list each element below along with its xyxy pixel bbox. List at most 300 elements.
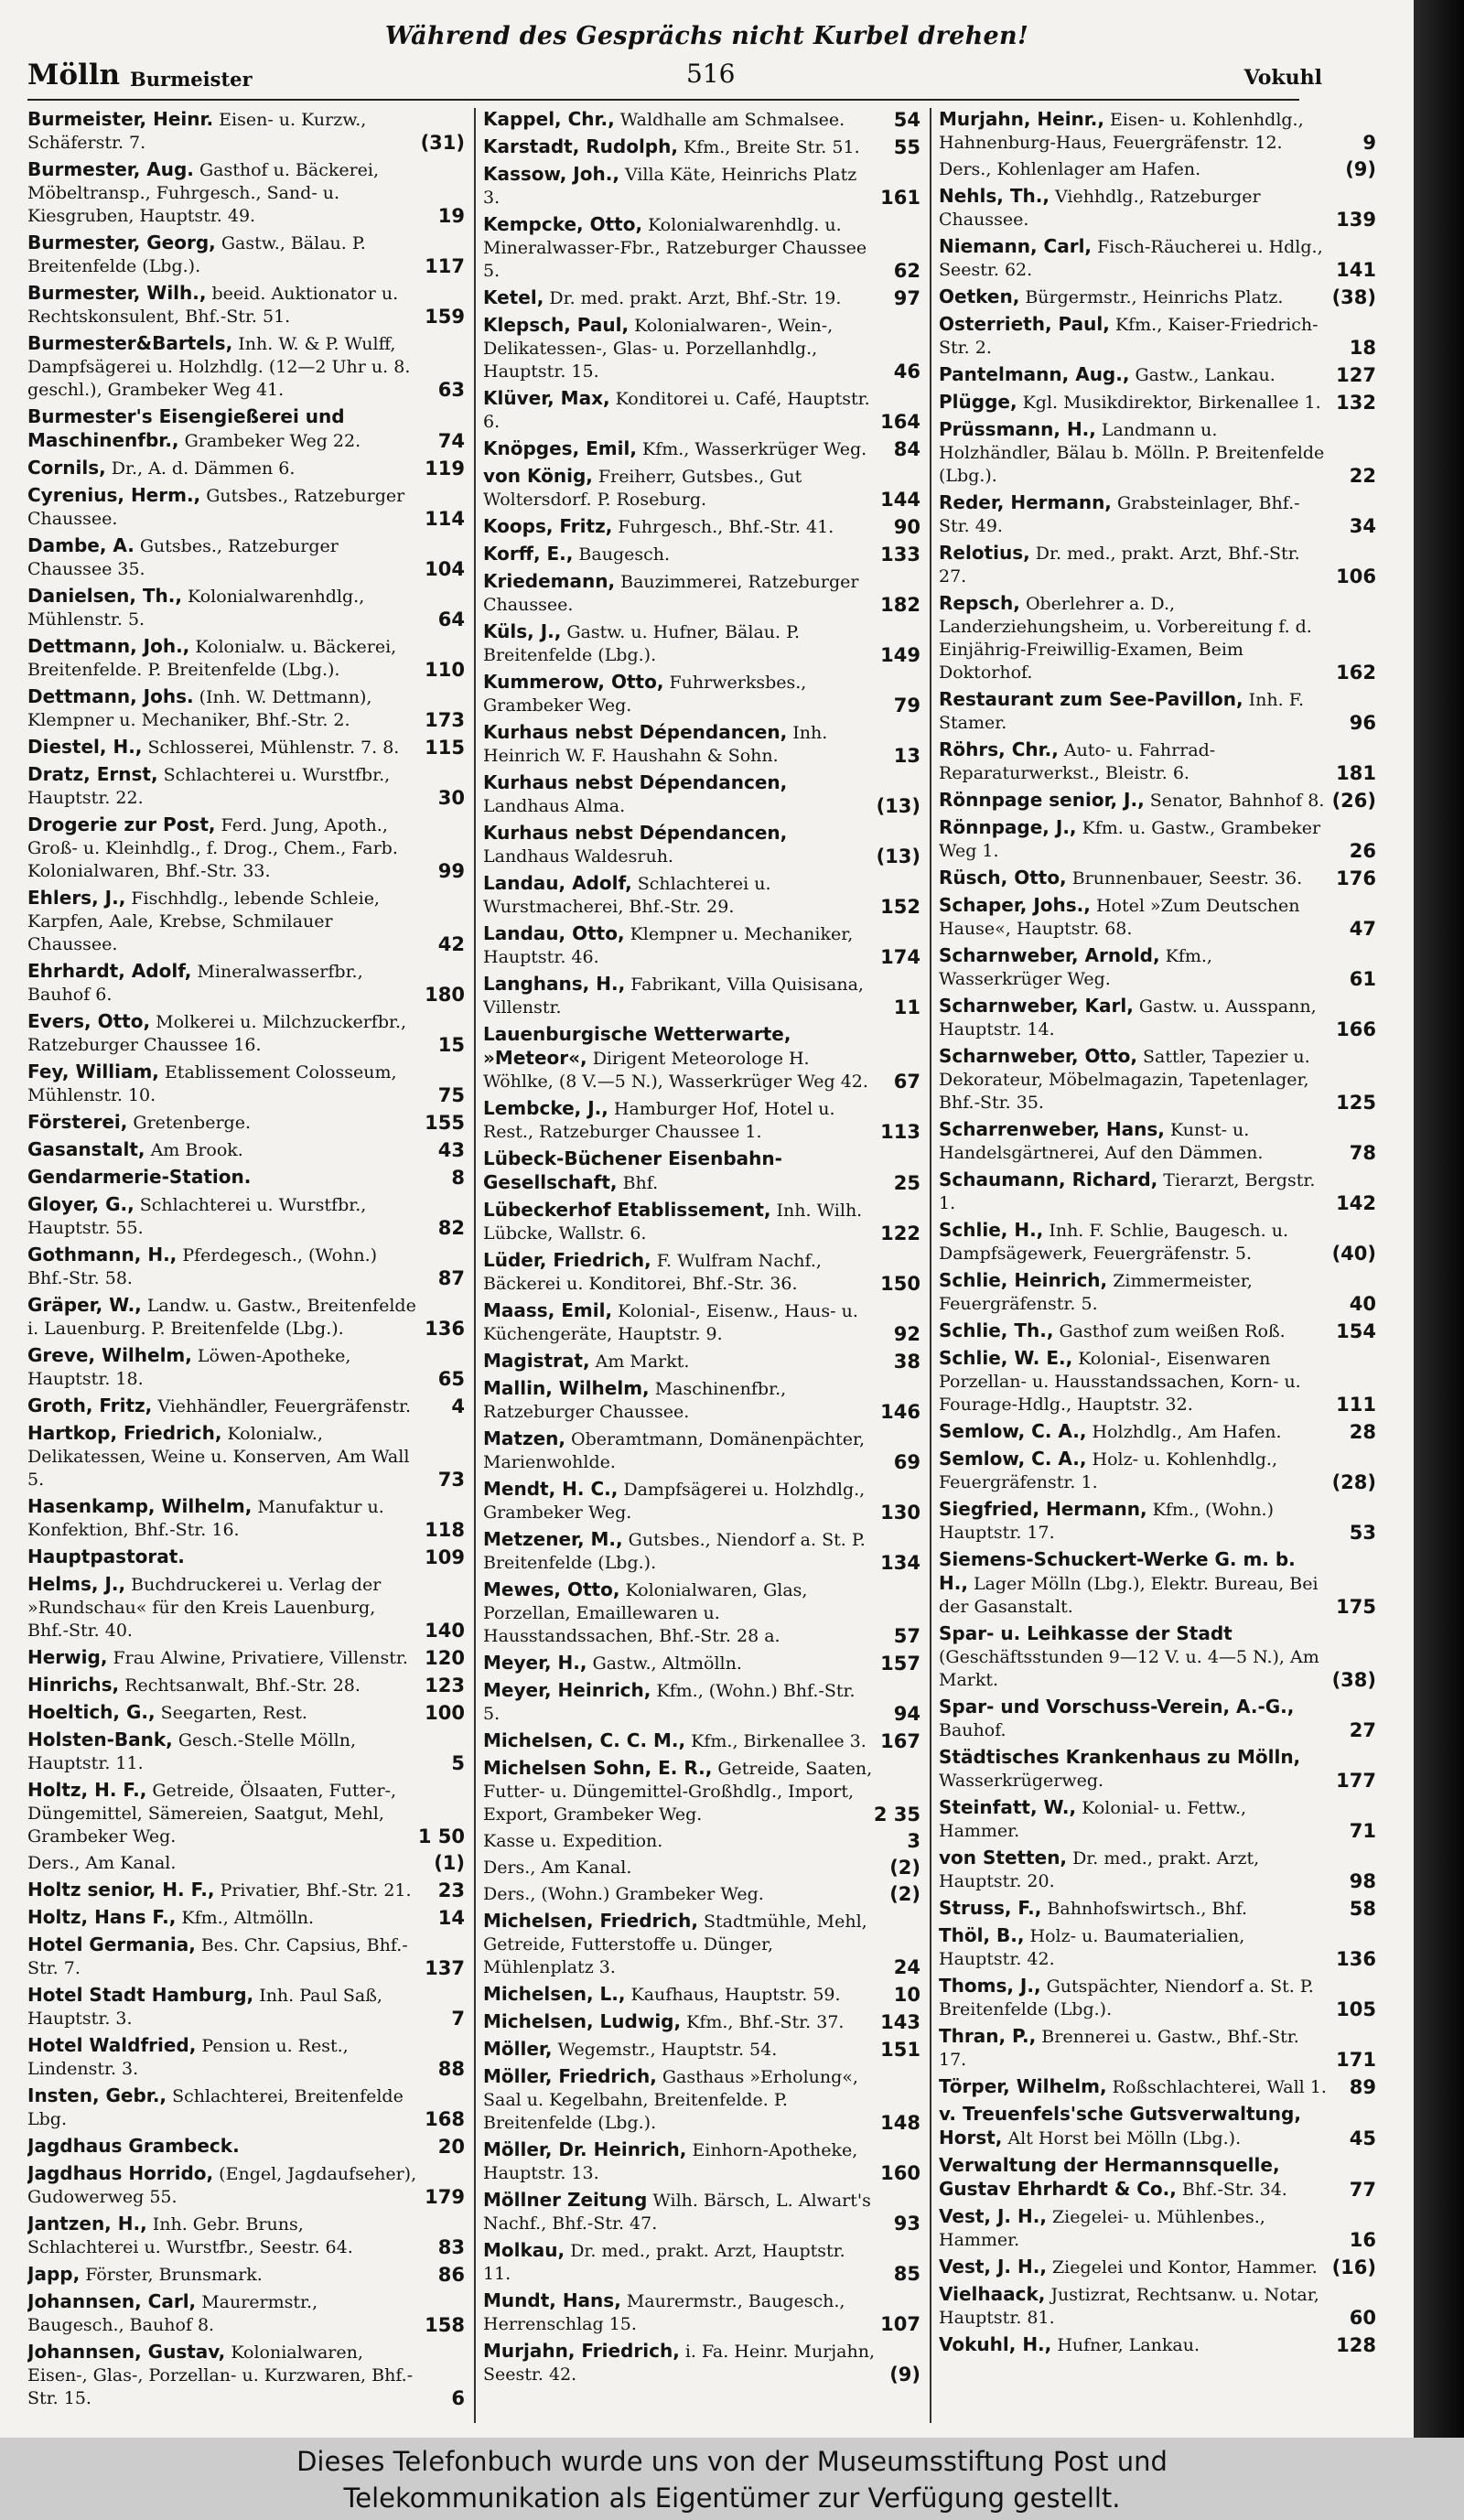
entry-detail: Inh. Wilh. Lübcke, Wallstr. 6.	[483, 1201, 863, 1244]
entry-detail: Dr. med., prakt. Arzt, Bhf.-Str. 27.	[939, 544, 1300, 587]
entry-phone-number: 136	[1332, 1948, 1376, 1971]
entry-detail: Inh. W. & P. Wulff, Dampfsägerei u. Holzhdlg. (12—2 Uhr u. 8. geschl.), Grambeker Weg 41.	[27, 334, 411, 400]
entry-phone-number: 182	[877, 594, 920, 617]
column-2	[483, 108, 920, 2423]
entry-detail: Stadtmühle, Mehl, Getreide, Futterstoffe u. Dünger, Mühlenplatz 3.	[483, 1912, 867, 1977]
entry-name: Pantelmann, Aug.,	[939, 363, 1130, 385]
directory-entry	[27, 1495, 465, 1542]
entry-name: Ehlers, J.,	[27, 887, 126, 909]
entry-name: Spar- u. Leihkasse der Stadt	[939, 1622, 1233, 1644]
entry-name: Insten, Gebr.,	[27, 2084, 167, 2106]
entry-detail: Holzhdlg., Am Hafen.	[1092, 1422, 1282, 1442]
entry-detail: Alt Horst bei Mölln (Lbg.).	[1007, 2128, 1242, 2148]
directory-entry	[939, 1796, 1376, 1843]
directory-entry	[483, 2065, 920, 2135]
directory-entry	[939, 1897, 1376, 1921]
entry-detail: Brennerei u. Gastw., Bhf.-Str. 17.	[939, 2027, 1299, 2070]
directory-entry	[939, 1847, 1376, 1893]
entry-name: Dambe, A.	[27, 534, 135, 556]
entry-detail: Einhorn-Apotheke, Hauptstr. 13.	[483, 2140, 858, 2183]
entry-phone-number: 45	[1346, 2127, 1376, 2150]
entry-phone-number: 180	[421, 984, 465, 1007]
directory-entry	[483, 543, 920, 566]
entry-name: Michelsen, L.,	[483, 1983, 626, 2005]
directory-entry	[939, 995, 1376, 1041]
column-divider	[474, 108, 476, 2423]
entry-name: Siemens-Schuckert-Werke G. m. b. H.,	[939, 1548, 1296, 1594]
directory-entry	[939, 1118, 1376, 1165]
entry-name: Gloyer, G.,	[27, 1193, 135, 1215]
entry-phone-number: 139	[1332, 209, 1376, 232]
directory-entry	[483, 2038, 920, 2062]
entry-name: Meyer, Heinrich,	[483, 1679, 651, 1701]
entry-detail: Am Brook.	[150, 1140, 243, 1160]
entry-detail: Kolonial- u. Fettw., Hammer.	[939, 1798, 1247, 1841]
entry-detail: Gutsbes., Ratzeburger Chaussee 35.	[27, 536, 339, 579]
entry-phone-number: 110	[421, 659, 465, 682]
entry-phone-number: (28)	[1329, 1471, 1376, 1494]
entry-detail: Gesch.-Stelle Mölln, Hauptstr. 11.	[27, 1730, 356, 1773]
page-banner: Während des Gesprächs nicht Kurbel drehen!	[384, 22, 1029, 50]
entry-detail: Wegemstr., Hauptstr. 54.	[557, 2040, 778, 2060]
entry-name: Murjahn, Heinr.,	[939, 108, 1104, 130]
entry-name: Holsten-Bank,	[27, 1728, 173, 1750]
directory-entry	[483, 2340, 920, 2386]
entry-detail: Pferdegesch., (Wohn.) Bhf.-Str. 58.	[27, 1245, 378, 1288]
entry-detail: Ziegelei- u. Mühlenbes., Hammer.	[939, 2207, 1265, 2250]
directory-entry	[939, 542, 1376, 588]
entry-phone-number: 123	[421, 1675, 465, 1697]
entry-phone-number: 34	[1346, 515, 1376, 538]
directory-entry	[27, 158, 465, 228]
directory-entry	[27, 960, 465, 1007]
entry-name: Lüder, Friedrich,	[483, 1249, 651, 1271]
directory-entry	[939, 418, 1376, 488]
entry-detail: Gasthof u. Bäckerei, Möbeltransp., Fuhrgesch., Sand- u. Kiesgruben, Hauptstr. 49.	[27, 160, 380, 226]
entry-detail: Hamburger Hof, Hotel u. Rest., Ratzeburger Chaussee 1.	[483, 1099, 835, 1142]
directory-entry	[939, 1975, 1376, 2021]
directory-entry	[27, 2162, 465, 2209]
entry-detail: Tierarzt, Bergstr. 1.	[939, 1170, 1316, 1213]
entry-detail: Wasserkrügerweg.	[939, 1771, 1104, 1791]
entry-name: Langhans, H.,	[483, 973, 626, 995]
directory-entry	[27, 2290, 465, 2337]
entry-name: Landau, Otto,	[483, 922, 625, 944]
entry-detail: Sattler, Tapezier u. Dekorateur, Möbelmagazin, Tapetenlager, Bhf.-Str. 35.	[939, 1047, 1310, 1113]
entry-name: Plügge,	[939, 391, 1017, 413]
entry-name: Gräper, W.,	[27, 1294, 142, 1316]
entry-phone-number: 86	[435, 2264, 465, 2287]
entry-phone-number: 118	[421, 1519, 465, 1542]
entry-detail: Fabrikant, Villa Quisisana, Villenstr.	[483, 975, 864, 1018]
directory-entry	[483, 1427, 920, 1474]
entry-name: Drogerie zur Post,	[27, 813, 216, 835]
entry-detail: Gasthof zum weißen Roß.	[1059, 1321, 1286, 1341]
entry-name: Magistrat,	[483, 1350, 590, 1372]
entry-phone-number: 10	[890, 1984, 920, 2007]
entry-phone-number: 42	[435, 933, 465, 956]
entry-detail: Gutsbes., Niendorf a. St. P. Breitenfelde (Lbg.).	[483, 1530, 866, 1573]
entry-name: Jantzen, H.,	[27, 2213, 147, 2235]
entry-phone-number: 137	[421, 1957, 465, 1980]
directory-entry	[939, 789, 1376, 813]
entry-detail: Landmann u. Holzhändler, Bälau b. Mölln. P. Breitenfelde (Lbg.).	[939, 420, 1325, 486]
entry-detail: Schlachterei, Breitenfelde Lbg.	[27, 2086, 404, 2129]
entry-name: Restaurant zum See-Pavillon,	[939, 688, 1243, 710]
entry-phone-number: 113	[877, 1121, 920, 1144]
entry-detail: Brunnenbauer, Seestr. 36.	[1071, 868, 1303, 888]
page-edge	[1414, 0, 1464, 2438]
directory-entry	[27, 1728, 465, 1775]
entry-name: Städtisches Krankenhaus zu Mölln,	[939, 1746, 1301, 1768]
directory-entry	[483, 2239, 920, 2286]
entry-phone-number: 141	[1332, 259, 1376, 282]
entry-phone-number: 160	[877, 2162, 920, 2185]
entry-name: Kempcke, Otto,	[483, 213, 643, 235]
entry-name: Schlie, Heinrich,	[939, 1269, 1108, 1291]
entry-phone-number: 149	[877, 644, 920, 667]
entry-detail: Kolonialwaren-, Wein-, Delikatessen-, Glas- u. Porzellanhdlg., Hauptstr. 15.	[483, 316, 834, 382]
directory-entry	[483, 1857, 920, 1879]
entry-name: Klepsch, Paul,	[483, 314, 630, 336]
entry-detail: Kfm., Wasserkrüger Weg.	[642, 439, 867, 459]
entry-name: Burmester's Eisengießerei und Maschinenfbr.,	[27, 405, 345, 451]
entry-detail: i. Fa. Heinr. Murjahn, Seestr. 42.	[483, 2342, 876, 2385]
directory-entry	[27, 1422, 465, 1492]
directory-entry	[27, 1111, 465, 1135]
entry-name: Scharrenweber, Hans,	[939, 1118, 1165, 1140]
entry-name: Lauenburgische Wetterwarte, »Meteor«,	[483, 1023, 791, 1069]
entry-detail: Kolonialw. u. Bäckerei, Breitenfelde. P. Breitenfelde (Lbg.).	[27, 637, 397, 680]
entry-detail: Fischhdlg., lebende Schleie, Karpfen, Aale, Krebse, Schmilauer Chaussee.	[27, 888, 380, 954]
entry-phone-number: 134	[877, 1552, 920, 1575]
entry-name: Gothmann, H.,	[27, 1244, 178, 1265]
entry-detail: beeid. Auktionator u. Rechtskonsulent, Bhf.-Str. 51.	[27, 284, 399, 327]
entry-phone-number: (13)	[873, 845, 920, 868]
entry-name: Michelsen, Friedrich,	[483, 1910, 698, 1932]
entry-detail: Schlosserei, Mühlenstr. 7. 8.	[147, 738, 400, 758]
entry-name: Cyrenius, Herm.,	[27, 484, 201, 506]
directory-entry	[27, 1294, 465, 1341]
entry-phone-number: (9)	[886, 2364, 920, 2386]
directory-entry	[939, 363, 1376, 387]
entry-phone-number: 90	[890, 516, 920, 539]
directory-entry	[939, 108, 1376, 155]
entry-phone-number: 107	[877, 2313, 920, 2336]
entry-detail: Auto- u. Fahrrad-Reparaturwerkst., Bleistr. 6.	[939, 740, 1216, 783]
directory-entry	[483, 620, 920, 667]
directory-entry	[939, 158, 1376, 181]
entry-phone-number: 40	[1346, 1293, 1376, 1316]
entry-name: Klüver, Max,	[483, 387, 610, 409]
entry-name: Möller, Dr. Heinrich,	[483, 2138, 687, 2160]
entry-name: Hotel Stadt Hamburg,	[27, 1984, 254, 2006]
header-place: Mölln	[27, 59, 121, 92]
entry-phone-number: (38)	[1329, 1669, 1376, 1692]
entry-phone-number: 130	[877, 1502, 920, 1524]
entry-name: Mendt, H. C.,	[483, 1478, 619, 1500]
entry-name: Cornils,	[27, 457, 106, 479]
entry-name: Herwig,	[27, 1646, 108, 1668]
entry-name: Meyer, H.,	[483, 1652, 587, 1674]
entry-phone-number: 28	[1346, 1421, 1376, 1444]
entry-phone-number: 162	[1332, 662, 1376, 684]
entry-detail: Pension u. Rest., Lindenstr. 3.	[27, 2036, 349, 2079]
entry-name: Vokuhl, H.,	[939, 2333, 1052, 2355]
entry-detail: Kolonialw., Delikatessen, Weine u. Konserven, Am Wall 5.	[27, 1424, 410, 1490]
entry-phone-number: 144	[877, 489, 920, 512]
entry-name: Schlie, Th.,	[939, 1319, 1054, 1341]
directory-entry	[939, 1168, 1376, 1215]
entry-detail: Dr., A. d. Dämmen 6.	[111, 458, 296, 479]
entry-name: Burmester, Aug.	[27, 158, 194, 180]
entry-detail: Senator, Bahnhof 8.	[1149, 791, 1325, 811]
directory-entry	[483, 1528, 920, 1575]
entry-detail: Inh. F. Stamer.	[939, 690, 1304, 733]
entry-detail: Maschinenfbr., Ratzeburger Chaussee.	[483, 1379, 787, 1422]
entry-name: Thran, P.,	[939, 2025, 1037, 2047]
directory-entry	[939, 1347, 1376, 1416]
entry-name: Hartkop, Friedrich,	[27, 1422, 222, 1444]
header-key-right: Vokuhl	[1243, 66, 1322, 90]
directory-entry	[483, 771, 920, 818]
entry-detail: Grabsteinlager, Bhf.-Str. 49.	[939, 493, 1300, 536]
directory-entry	[939, 2333, 1376, 2357]
entry-name: Steinfatt, W.,	[939, 1796, 1077, 1818]
directory-entry	[483, 1578, 920, 1648]
entry-phone-number: 181	[1332, 762, 1376, 785]
entry-phone-number: 104	[421, 558, 465, 581]
directory-entry	[939, 313, 1376, 360]
entry-phone-number: 96	[1346, 712, 1376, 735]
entry-detail: Kolonialwaren, Glas, Porzellan, Emaillewaren u. Hausstandssachen, Bhf.-Str. 28 a.	[483, 1580, 808, 1646]
entry-detail: Kgl. Musikdirektor, Birkenallee 1.	[1022, 393, 1321, 413]
entry-detail: Inh. Paul Saß, Hauptstr. 3.	[27, 1986, 382, 2029]
entry-phone-number: 127	[1332, 364, 1376, 387]
entry-name: Osterrieth, Paul,	[939, 313, 1110, 335]
directory-entry	[939, 2283, 1376, 2330]
directory-entry	[27, 2084, 465, 2131]
entry-phone-number: 30	[435, 787, 465, 810]
entry-phone-number: (31)	[417, 132, 465, 155]
directory-entry	[27, 763, 465, 810]
entry-phone-number: 73	[435, 1469, 465, 1492]
entry-name: Murjahn, Friedrich,	[483, 2340, 680, 2362]
entry-name: Ketel,	[483, 286, 544, 308]
directory-entry	[27, 1984, 465, 2030]
entry-phone-number: 133	[877, 544, 920, 566]
entry-detail: Bhf.	[622, 1173, 659, 1193]
header-rule	[27, 99, 1299, 101]
entry-phone-number: 115	[421, 737, 465, 759]
directory-entry	[483, 1729, 920, 1753]
entry-phone-number: 119	[421, 458, 465, 480]
entry-name: Greve, Wilhelm,	[27, 1344, 192, 1366]
entry-detail: Oberlehrer a. D., Landerziehungsheim, u. Vorbereitung f. d. Einjährig-Freiwillig-Examen, Beim Doktorhof.	[939, 594, 1312, 683]
entry-detail: (Inh. W. Dettmann), Klempner u. Mechaniker, Bhf.-Str. 2.	[27, 687, 372, 730]
entry-name: Törper, Wilhelm,	[939, 2075, 1107, 2097]
entry-name: Reder, Hermann,	[939, 491, 1112, 513]
entry-detail: Fisch-Räucherei u. Hdlg., Seestr. 62.	[939, 237, 1323, 280]
entry-phone-number: 125	[1332, 1092, 1376, 1115]
entry-phone-number: 151	[877, 2039, 920, 2062]
entry-name: von Stetten,	[939, 1847, 1068, 1868]
entry-phone-number: 60	[1346, 2307, 1376, 2330]
entry-name: Landau, Adolf,	[483, 872, 632, 894]
directory-entry	[939, 592, 1376, 684]
entry-detail: (Geschäftsstunden 9—12 V. u. 4—5 N.), Am Markt.	[939, 1647, 1319, 1690]
directory-entry	[483, 1883, 920, 1906]
entry-detail: Etablissement Colosseum, Mühlenstr. 10.	[27, 1062, 397, 1105]
entry-detail: Kolonial-, Eisenw., Haus- u. Küchengeräte, Hauptstr. 9.	[483, 1301, 858, 1344]
entry-detail: Wilh. Bärsch, L. Alwart's Nachf., Bhf.-Str. 47.	[483, 2191, 871, 2234]
directory-entry	[483, 108, 920, 132]
directory-entry	[939, 2205, 1376, 2252]
entry-detail: Frau Alwine, Privatiere, Villenstr.	[113, 1648, 408, 1668]
entry-phone-number: 71	[1346, 1820, 1376, 1843]
entry-name: Michelsen, C. C. M.,	[483, 1729, 686, 1751]
entry-detail: Eisen- u. Kurzw., Schäferstr. 7.	[27, 110, 367, 153]
entry-phone-number: (9)	[1341, 158, 1376, 181]
entry-detail: Gasthaus »Erholung«, Saal u. Kegelbahn, Breitenfelde. P. Breitenfelde (Lbg.).	[483, 2067, 858, 2133]
entry-name: Kurhaus nebst Dépendancen,	[483, 822, 788, 844]
entry-name: Hauptpastorat.	[27, 1545, 185, 1567]
directory-entry	[939, 491, 1376, 538]
entry-phone-number: 78	[1346, 1142, 1376, 1165]
directory-entry	[939, 867, 1376, 890]
entry-detail: Gastw. u. Ausspann, Hauptstr. 14.	[939, 996, 1317, 1039]
directory-entry	[483, 1147, 920, 1195]
entry-phone-number: 19	[435, 205, 465, 228]
entry-name: Matzen,	[483, 1427, 565, 1449]
directory-entry	[939, 2075, 1376, 2099]
entry-detail: Kfm., (Wohn.) Hauptstr. 17.	[939, 1500, 1275, 1543]
entry-phone-number: (2)	[886, 1857, 920, 1879]
entry-detail: Schlachterei u. Wurstfbr., Hauptstr. 22.	[27, 765, 391, 808]
directory-entry	[27, 534, 465, 581]
entry-name: Dettmann, Joh.,	[27, 635, 190, 657]
entry-phone-number: 47	[1346, 918, 1376, 941]
entry-phone-number: 83	[435, 2236, 465, 2259]
entry-name: Thoms, J.,	[939, 1975, 1041, 1997]
entry-detail: Kfm., Kaiser-Friedrich-Str. 2.	[939, 315, 1319, 358]
directory-entry	[483, 721, 920, 768]
entry-name: Försterei,	[27, 1111, 128, 1133]
entry-name: Burmeister, Heinr.	[27, 108, 214, 130]
entry-name: Jagdhaus Horrido,	[27, 2162, 214, 2184]
entry-phone-number: (40)	[1329, 1243, 1376, 1265]
entry-name: Lembcke, J.,	[483, 1097, 608, 1119]
directory-entry	[27, 1061, 465, 1107]
entry-phone-number: 53	[1346, 1522, 1376, 1545]
entry-name: Küls, J.,	[483, 620, 562, 642]
directory-entry	[27, 1779, 465, 1848]
directory-entry	[483, 1910, 920, 1979]
directory-entry	[483, 1377, 920, 1424]
entry-name: Thöl, B.,	[939, 1924, 1025, 1946]
directory-entry	[27, 1852, 465, 1875]
entry-name: Maass, Emil,	[483, 1299, 613, 1321]
entry-detail: Gastw. u. Hufner, Bälau. P. Breitenfelde (Lbg.).	[483, 622, 801, 665]
entry-name: Semlow, C. A.,	[939, 1420, 1087, 1442]
directory-entry	[939, 185, 1376, 232]
entry-name: Burmester, Wilh.,	[27, 282, 207, 304]
entry-phone-number: 82	[435, 1217, 465, 1240]
directory-entry	[483, 1757, 920, 1826]
footer-line-1: Dieses Telefonbuch wurde uns von der Museumsstiftung Post und	[296, 2446, 1168, 2477]
entry-name: Siegfried, Hermann,	[939, 1498, 1147, 1520]
entry-detail: Eisen- u. Kohlenhdlg., Hahnenburg-Haus, Feuergräfenstr. 12.	[939, 110, 1304, 153]
entry-phone-number: 99	[435, 860, 465, 883]
entry-phone-number: 174	[877, 946, 920, 969]
directory-entry	[483, 1679, 920, 1726]
footer-line-2: Telekommunikation als Eigentümer zur Verfügung gestellt.	[343, 2482, 1121, 2514]
directory-entry	[483, 163, 920, 210]
entry-detail: Förster, Brunsmark.	[85, 2265, 263, 2285]
entry-phone-number: 13	[890, 745, 920, 768]
directory-entry	[27, 405, 465, 453]
entry-phone-number: 20	[435, 2136, 465, 2159]
footer-notice	[0, 2438, 1464, 2520]
entry-phone-number: 43	[435, 1139, 465, 1162]
entry-detail: Freiherr, Gutsbes., Gut Woltersdorf. P. Roseburg.	[483, 467, 802, 510]
entry-name: Vest, J. H.,	[939, 2256, 1047, 2278]
directory-entry	[483, 1097, 920, 1144]
entry-detail: Privatier, Bhf.-Str. 21.	[220, 1880, 412, 1901]
directory-entry	[483, 387, 920, 434]
entry-detail: Rechtsanwalt, Bhf.-Str. 28.	[124, 1675, 361, 1696]
directory-entry	[939, 1696, 1376, 1742]
directory-entry	[939, 816, 1376, 863]
entry-phone-number: 2 35	[870, 1804, 920, 1826]
entry-name: Scharnweber, Otto,	[939, 1045, 1137, 1067]
entry-detail: Bahnhofswirtsch., Bhf.	[1047, 1899, 1248, 1919]
entry-detail: Schlachterei u. Wurstmacherei, Bhf.-Str. 29.	[483, 874, 771, 917]
entry-phone-number: 63	[435, 379, 465, 402]
directory-entry	[483, 465, 920, 512]
entry-detail: Ferd. Jung, Apoth., Groß- u. Kleinhdlg., f. Drog., Chem., Farb. Kolonialwaren, Bhf.-Str. 33.	[27, 815, 398, 881]
entry-name: Struss, F.,	[939, 1897, 1042, 1919]
entry-name: Knöpges, Emil,	[483, 437, 637, 459]
entry-phone-number: 111	[1332, 1394, 1376, 1416]
entry-name: Hotel Waldfried,	[27, 2034, 197, 2056]
directory-entry	[939, 235, 1376, 282]
directory-entry	[483, 570, 920, 617]
entry-name: Groth, Fritz,	[27, 1395, 153, 1416]
directory-entry	[939, 1269, 1376, 1316]
entry-name: Möller,	[483, 2038, 553, 2060]
entry-phone-number: 132	[1332, 392, 1376, 415]
entry-detail: Lager Mölln (Lbg.), Elektr. Bureau, Bei der Gasanstalt.	[939, 1574, 1319, 1617]
entry-detail: Landhaus Alma.	[483, 796, 626, 816]
entry-phone-number: (13)	[873, 795, 920, 818]
entry-phone-number: 159	[421, 306, 465, 328]
entry-detail: Am Markt.	[595, 1352, 690, 1372]
entry-detail: Roßschlachterei, Wall 1.	[1112, 2077, 1327, 2097]
entry-name: Hinrichs,	[27, 1674, 120, 1696]
directory-entry	[483, 1830, 920, 1853]
entry-phone-number: 54	[890, 109, 920, 132]
entry-name: Burmester, Georg,	[27, 232, 216, 253]
entry-detail: Kaufhaus, Hauptstr. 59.	[630, 1985, 841, 2005]
entry-phone-number: 58	[1346, 1898, 1376, 1921]
entry-name: Scharnweber, Arnold,	[939, 944, 1160, 966]
directory-entry	[27, 232, 465, 278]
entry-name: Danielsen, Th.,	[27, 585, 182, 607]
entry-name: Dratz, Ernst,	[27, 763, 158, 785]
directory-entry	[939, 1498, 1376, 1545]
entry-detail: Ders., Am Kanal.	[27, 1853, 177, 1873]
